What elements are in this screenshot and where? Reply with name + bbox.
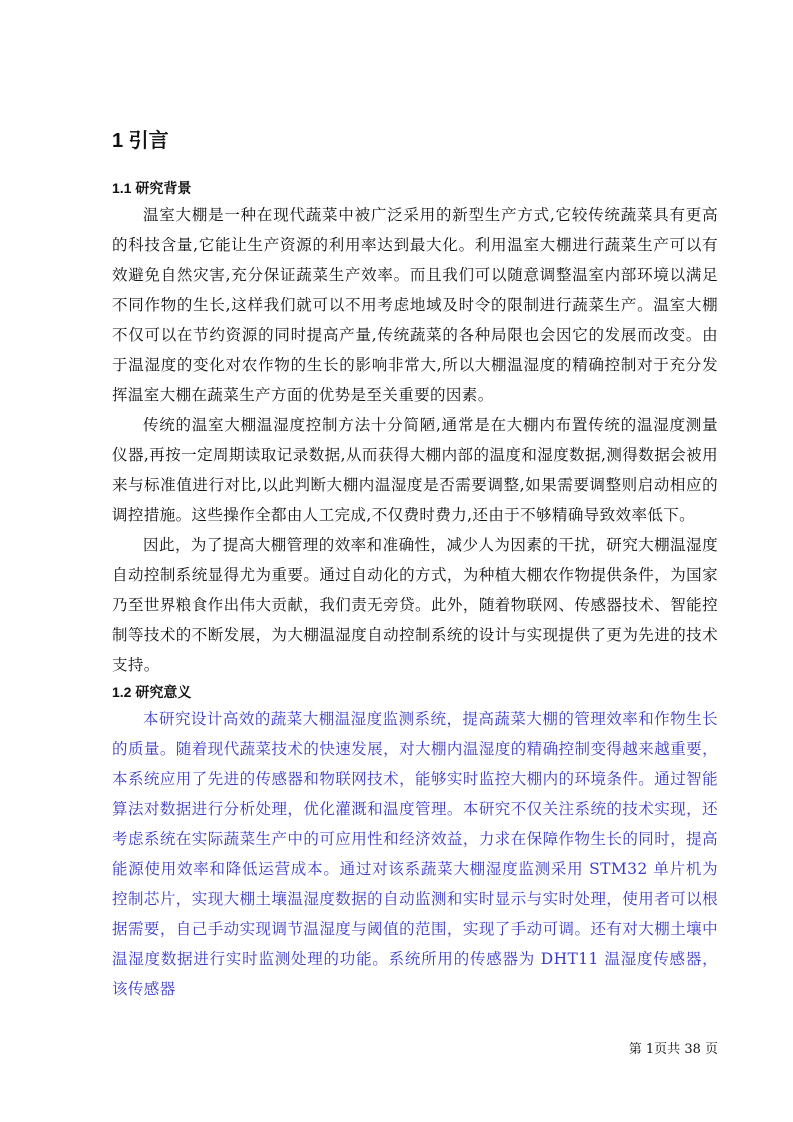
page-content bbox=[112, 128, 718, 1004]
paragraph-background-2: 传统的温室大棚温湿度控制方法十分简陋,通常是在大棚内布置传统的温湿度测量仪器,再按一定周期读取记录数据,从而获得大棚内部的温度和湿度数据,测得数据会被用来与标准值进行对比,以此判断大棚内温湿度是否需要调整,如果需要调整则启动相应的调控措施。这些操作全都由人工完成,不仅费时费力,还由于不够精确导致效率低下。 bbox=[112, 416, 718, 524]
spacer bbox=[112, 154, 718, 176]
section-heading-significance: 1.2 研究意义 bbox=[112, 684, 192, 700]
chapter-title: 1 引言 bbox=[112, 130, 169, 152]
section-heading-background: 1.1 研究背景 bbox=[112, 180, 192, 196]
paragraph-significance-1: 本研究设计高效的蔬菜大棚温湿度监测系统，提高蔬菜大棚的管理效率和作物生长的质量。随着现代蔬菜技术的快速发展，对大棚内温湿度的精确控制变得越来越重要，本系统应用了先进的传感器和物联网技术，能够实时监控大棚内的环境条件。通过智能算法对数据进行分析处理，优化灌溉和温度管理。本研究不仅关注系统的技术实现，还考虑系统在实际蔬菜生产中的可应用性和经济效益，力求在保障作物生长的同时，提高能源使用效率和降低运营成本。通过对该系蔬菜大棚湿度监测采用 STM32 单片机为控制芯片，实现大棚土壤温湿度数据的自动监测和实时显示与实时处理，使用者可以根据需要，自己手动实现调节温湿度与阈值的范围，实现了手动可调。还有对大棚土壤中温湿度数据进行实时监测处理的功能。系统所用的传感器为 DHT11 温湿度传感器，该传感器 bbox=[112, 710, 718, 998]
paragraph-background-3: 因此，为了提高大棚管理的效率和准确性，减少人为因素的干扰，研究大棚温湿度自动控制系统显得尤为重要。通过自动化的方式，为种植大棚农作物提供条件，为国家乃至世界粮食作出伟大贡献，我们责无旁贷。此外，随着物联网、传感器技术、智能控制等技术的不断发展，为大棚温湿度自动控制系统的设计与实现提供了更为先进的技术支持。 bbox=[112, 536, 718, 674]
paragraph-background-1: 温室大棚是一种在现代蔬菜中被广泛采用的新型生产方式,它较传统蔬菜具有更高的科技含量,它能让生产资源的利用率达到最大化。利用温室大棚进行蔬菜生产可以有效避免自然灾害,充分保证蔬菜生产效率。而且我们可以随意调整温室内部环境以满足不同作物的生长,这样我们就可以不用考虑地域及时令的限制进行蔬菜生产。温室大棚不仅可以在节约资源的同时提高产量,传统蔬菜的各种局限也会因它的发展而改变。由于温湿度的变化对农作物的生长的影响非常大,所以大棚温湿度的精确控制对于充分发挥温室大棚在蔬菜生产方面的优势是至关重要的因素。 bbox=[112, 206, 718, 404]
page-number: 第 1页共 38 页 bbox=[628, 1042, 718, 1057]
